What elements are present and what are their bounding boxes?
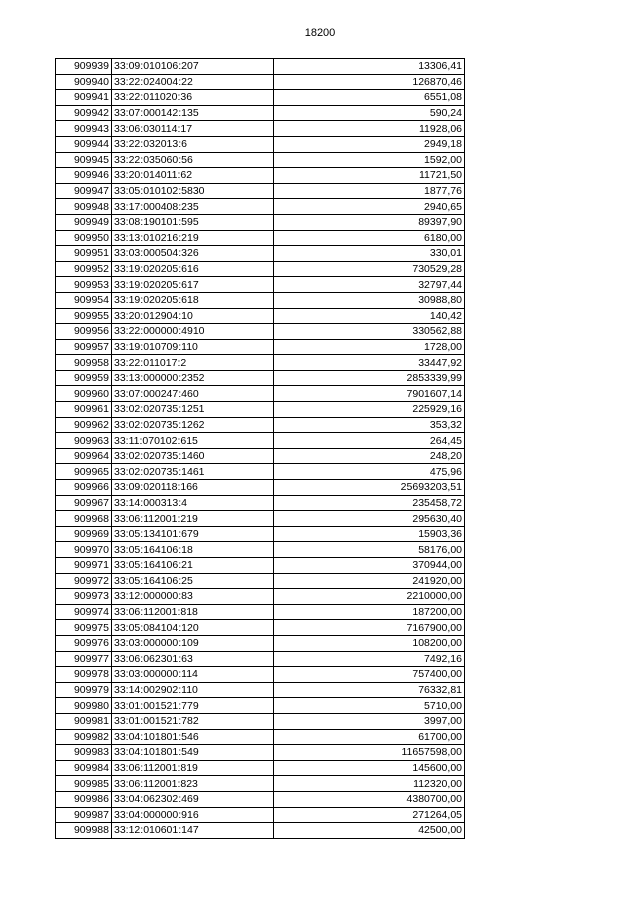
table-row — [56, 168, 465, 184]
row-id-cell: 909946 — [56, 168, 112, 184]
cadastral-number-cell: 33:05:164106:25 — [112, 573, 274, 589]
cadastral-number-cell: 33:19:010709:110 — [112, 339, 274, 355]
cadastral-number-cell: 33:12:000000:83 — [112, 589, 274, 605]
value-cell: 4380700,00 — [274, 791, 465, 807]
value-cell: 58176,00 — [274, 542, 465, 558]
table-row — [56, 402, 465, 418]
cadastral-number-cell: 33:09:010106:207 — [112, 59, 274, 75]
row-id-cell: 909967 — [56, 495, 112, 511]
table-row — [56, 667, 465, 683]
table-row — [56, 635, 465, 651]
cadastral-number-cell: 33:22:035060:56 — [112, 152, 274, 168]
table-row — [56, 417, 465, 433]
table-row — [56, 620, 465, 636]
table-row — [56, 558, 465, 574]
table-row — [56, 604, 465, 620]
cadastral-number-cell: 33:03:000000:114 — [112, 667, 274, 683]
cadastral-number-cell: 33:03:000504:326 — [112, 246, 274, 262]
table-row — [56, 526, 465, 542]
table-row — [56, 277, 465, 293]
row-id-cell: 909949 — [56, 214, 112, 230]
row-id-cell: 909960 — [56, 386, 112, 402]
value-cell: 264,45 — [274, 433, 465, 449]
cadastral-number-cell: 33:04:101801:549 — [112, 745, 274, 761]
row-id-cell: 909969 — [56, 526, 112, 542]
table-row — [56, 324, 465, 340]
cadastral-number-cell: 33:19:020205:618 — [112, 292, 274, 308]
value-cell: 7167900,00 — [274, 620, 465, 636]
table-row — [56, 464, 465, 480]
cadastral-number-cell: 33:02:020735:1251 — [112, 402, 274, 418]
cadastral-number-cell: 33:06:030114:17 — [112, 121, 274, 137]
row-id-cell: 909974 — [56, 604, 112, 620]
value-cell: 61700,00 — [274, 729, 465, 745]
value-cell: 32797,44 — [274, 277, 465, 293]
value-cell: 330562,88 — [274, 324, 465, 340]
row-id-cell: 909939 — [56, 59, 112, 75]
table-row — [56, 59, 465, 75]
row-id-cell: 909950 — [56, 230, 112, 246]
cadastral-number-cell: 33:03:000000:109 — [112, 635, 274, 651]
cadastral-number-cell: 33:06:062301:63 — [112, 651, 274, 667]
page-number: 18200 — [304, 27, 336, 39]
cadastral-number-cell: 33:02:020735:1262 — [112, 417, 274, 433]
cadastral-number-cell: 33:05:164106:18 — [112, 542, 274, 558]
value-cell: 33447,92 — [274, 355, 465, 371]
table-row — [56, 292, 465, 308]
row-id-cell: 909978 — [56, 667, 112, 683]
table-row — [56, 199, 465, 215]
value-cell: 6180,00 — [274, 230, 465, 246]
cadastral-number-cell: 33:05:084104:120 — [112, 620, 274, 636]
table-row — [56, 214, 465, 230]
row-id-cell: 909955 — [56, 308, 112, 324]
cadastral-number-cell: 33:22:024004:22 — [112, 74, 274, 90]
table-row — [56, 74, 465, 90]
row-id-cell: 909976 — [56, 635, 112, 651]
table-row — [56, 495, 465, 511]
row-id-cell: 909986 — [56, 791, 112, 807]
cadastral-number-cell: 33:02:020735:1460 — [112, 448, 274, 464]
cadastral-number-cell: 33:04:000000:916 — [112, 807, 274, 823]
table-row — [56, 745, 465, 761]
value-cell: 225929,16 — [274, 402, 465, 418]
row-id-cell: 909963 — [56, 433, 112, 449]
value-cell: 330,01 — [274, 246, 465, 262]
value-cell: 271264,05 — [274, 807, 465, 823]
value-cell: 42500,00 — [274, 823, 465, 839]
cadastral-number-cell: 33:13:000000:2352 — [112, 370, 274, 386]
table-row — [56, 511, 465, 527]
value-cell: 6551,08 — [274, 90, 465, 106]
value-cell: 295630,40 — [274, 511, 465, 527]
cadastral-number-cell: 33:22:011020:36 — [112, 90, 274, 106]
table-row — [56, 682, 465, 698]
table-row — [56, 261, 465, 277]
value-cell: 11657598,00 — [274, 745, 465, 761]
row-id-cell: 909984 — [56, 760, 112, 776]
row-id-cell: 909981 — [56, 713, 112, 729]
table-row — [56, 308, 465, 324]
value-cell: 126870,46 — [274, 74, 465, 90]
value-cell: 757400,00 — [274, 667, 465, 683]
value-cell: 2853339,99 — [274, 370, 465, 386]
table-row — [56, 183, 465, 199]
table-row — [56, 246, 465, 262]
row-id-cell: 909965 — [56, 464, 112, 480]
row-id-cell: 909943 — [56, 121, 112, 137]
value-cell: 7492,16 — [274, 651, 465, 667]
value-cell: 248,20 — [274, 448, 465, 464]
table-row — [56, 542, 465, 558]
cadastral-number-cell: 33:20:012904:10 — [112, 308, 274, 324]
row-id-cell: 909988 — [56, 823, 112, 839]
table-row — [56, 651, 465, 667]
row-id-cell: 909971 — [56, 558, 112, 574]
table-row — [56, 573, 465, 589]
value-cell: 5710,00 — [274, 698, 465, 714]
row-id-cell: 909982 — [56, 729, 112, 745]
row-id-cell: 909972 — [56, 573, 112, 589]
row-id-cell: 909953 — [56, 277, 112, 293]
table-row — [56, 823, 465, 839]
cadastral-number-cell: 33:07:000247:460 — [112, 386, 274, 402]
row-id-cell: 909944 — [56, 136, 112, 152]
table-row — [56, 448, 465, 464]
value-cell: 25693203,51 — [274, 480, 465, 496]
cadastral-number-cell: 33:06:112001:818 — [112, 604, 274, 620]
table-row — [56, 152, 465, 168]
row-id-cell: 909962 — [56, 417, 112, 433]
cadastral-number-cell: 33:02:020735:1461 — [112, 464, 274, 480]
data-table — [55, 58, 465, 839]
table-row — [56, 589, 465, 605]
row-id-cell: 909970 — [56, 542, 112, 558]
value-cell: 140,42 — [274, 308, 465, 324]
value-cell: 1877,76 — [274, 183, 465, 199]
row-id-cell: 909975 — [56, 620, 112, 636]
cadastral-number-cell: 33:01:001521:779 — [112, 698, 274, 714]
value-cell: 30988,80 — [274, 292, 465, 308]
table-row — [56, 791, 465, 807]
row-id-cell: 909979 — [56, 682, 112, 698]
row-id-cell: 909956 — [56, 324, 112, 340]
table-row — [56, 713, 465, 729]
value-cell: 235458,72 — [274, 495, 465, 511]
value-cell: 11721,50 — [274, 168, 465, 184]
value-cell: 353,32 — [274, 417, 465, 433]
value-cell: 15903,36 — [274, 526, 465, 542]
cadastral-number-cell: 33:06:112001:819 — [112, 760, 274, 776]
cadastral-number-cell: 33:08:190101:595 — [112, 214, 274, 230]
value-cell: 1728,00 — [274, 339, 465, 355]
cadastral-number-cell: 33:07:000142:135 — [112, 105, 274, 121]
row-id-cell: 909957 — [56, 339, 112, 355]
value-cell: 112320,00 — [274, 776, 465, 792]
row-id-cell: 909973 — [56, 589, 112, 605]
table-row — [56, 370, 465, 386]
row-id-cell: 909985 — [56, 776, 112, 792]
table-row — [56, 230, 465, 246]
cadastral-number-cell: 33:09:020118:166 — [112, 480, 274, 496]
table-row — [56, 105, 465, 121]
cadastral-number-cell: 33:14:000313:4 — [112, 495, 274, 511]
row-id-cell: 909983 — [56, 745, 112, 761]
cadastral-number-cell: 33:22:032013:6 — [112, 136, 274, 152]
cadastral-number-cell: 33:12:010601:147 — [112, 823, 274, 839]
row-id-cell: 909961 — [56, 402, 112, 418]
cadastral-number-cell: 33:22:000000:4910 — [112, 324, 274, 340]
cadastral-number-cell: 33:14:002902:110 — [112, 682, 274, 698]
row-id-cell: 909977 — [56, 651, 112, 667]
value-cell: 1592,00 — [274, 152, 465, 168]
value-cell: 2940,65 — [274, 199, 465, 215]
cadastral-number-cell: 33:06:112001:219 — [112, 511, 274, 527]
row-id-cell: 909945 — [56, 152, 112, 168]
cadastral-number-cell: 33:05:010102:5830 — [112, 183, 274, 199]
cadastral-number-cell: 33:04:062302:469 — [112, 791, 274, 807]
cadastral-number-cell: 33:05:134101:679 — [112, 526, 274, 542]
table-row — [56, 355, 465, 371]
row-id-cell: 909954 — [56, 292, 112, 308]
row-id-cell: 909951 — [56, 246, 112, 262]
row-id-cell: 909940 — [56, 74, 112, 90]
value-cell: 145600,00 — [274, 760, 465, 776]
value-cell: 2210000,00 — [274, 589, 465, 605]
row-id-cell: 909968 — [56, 511, 112, 527]
table-row — [56, 339, 465, 355]
row-id-cell: 909942 — [56, 105, 112, 121]
value-cell: 187200,00 — [274, 604, 465, 620]
value-cell: 76332,81 — [274, 682, 465, 698]
cadastral-number-cell: 33:17:000408:235 — [112, 199, 274, 215]
table-row — [56, 729, 465, 745]
cadastral-number-cell: 33:04:101801:546 — [112, 729, 274, 745]
value-cell: 11928,06 — [274, 121, 465, 137]
row-id-cell: 909947 — [56, 183, 112, 199]
row-id-cell: 909966 — [56, 480, 112, 496]
table-row — [56, 760, 465, 776]
row-id-cell: 909958 — [56, 355, 112, 371]
row-id-cell: 909980 — [56, 698, 112, 714]
value-cell: 3997,00 — [274, 713, 465, 729]
table-row — [56, 433, 465, 449]
table-row — [56, 90, 465, 106]
value-cell: 475,96 — [274, 464, 465, 480]
row-id-cell: 909964 — [56, 448, 112, 464]
value-cell: 241920,00 — [274, 573, 465, 589]
cadastral-number-cell: 33:19:020205:617 — [112, 277, 274, 293]
table-row — [56, 776, 465, 792]
table-row — [56, 136, 465, 152]
table-body — [56, 59, 465, 839]
cadastral-number-cell: 33:05:164106:21 — [112, 558, 274, 574]
value-cell: 7901607,14 — [274, 386, 465, 402]
cadastral-number-cell: 33:01:001521:782 — [112, 713, 274, 729]
value-cell: 108200,00 — [274, 635, 465, 651]
value-cell: 2949,18 — [274, 136, 465, 152]
value-cell: 590,24 — [274, 105, 465, 121]
cadastral-number-cell: 33:06:112001:823 — [112, 776, 274, 792]
table-row — [56, 121, 465, 137]
table-row — [56, 480, 465, 496]
table-row — [56, 386, 465, 402]
value-cell: 730529,28 — [274, 261, 465, 277]
cadastral-number-cell: 33:13:010216:219 — [112, 230, 274, 246]
cadastral-number-cell: 33:20:014011:62 — [112, 168, 274, 184]
table-row — [56, 698, 465, 714]
cadastral-number-cell: 33:22:011017:2 — [112, 355, 274, 371]
row-id-cell: 909959 — [56, 370, 112, 386]
row-id-cell: 909987 — [56, 807, 112, 823]
row-id-cell: 909941 — [56, 90, 112, 106]
value-cell: 370944,00 — [274, 558, 465, 574]
cadastral-number-cell: 33:19:020205:616 — [112, 261, 274, 277]
row-id-cell: 909948 — [56, 199, 112, 215]
cadastral-number-cell: 33:11:070102:615 — [112, 433, 274, 449]
value-cell: 89397,90 — [274, 214, 465, 230]
value-cell: 13306,41 — [274, 59, 465, 75]
table-row — [56, 807, 465, 823]
row-id-cell: 909952 — [56, 261, 112, 277]
